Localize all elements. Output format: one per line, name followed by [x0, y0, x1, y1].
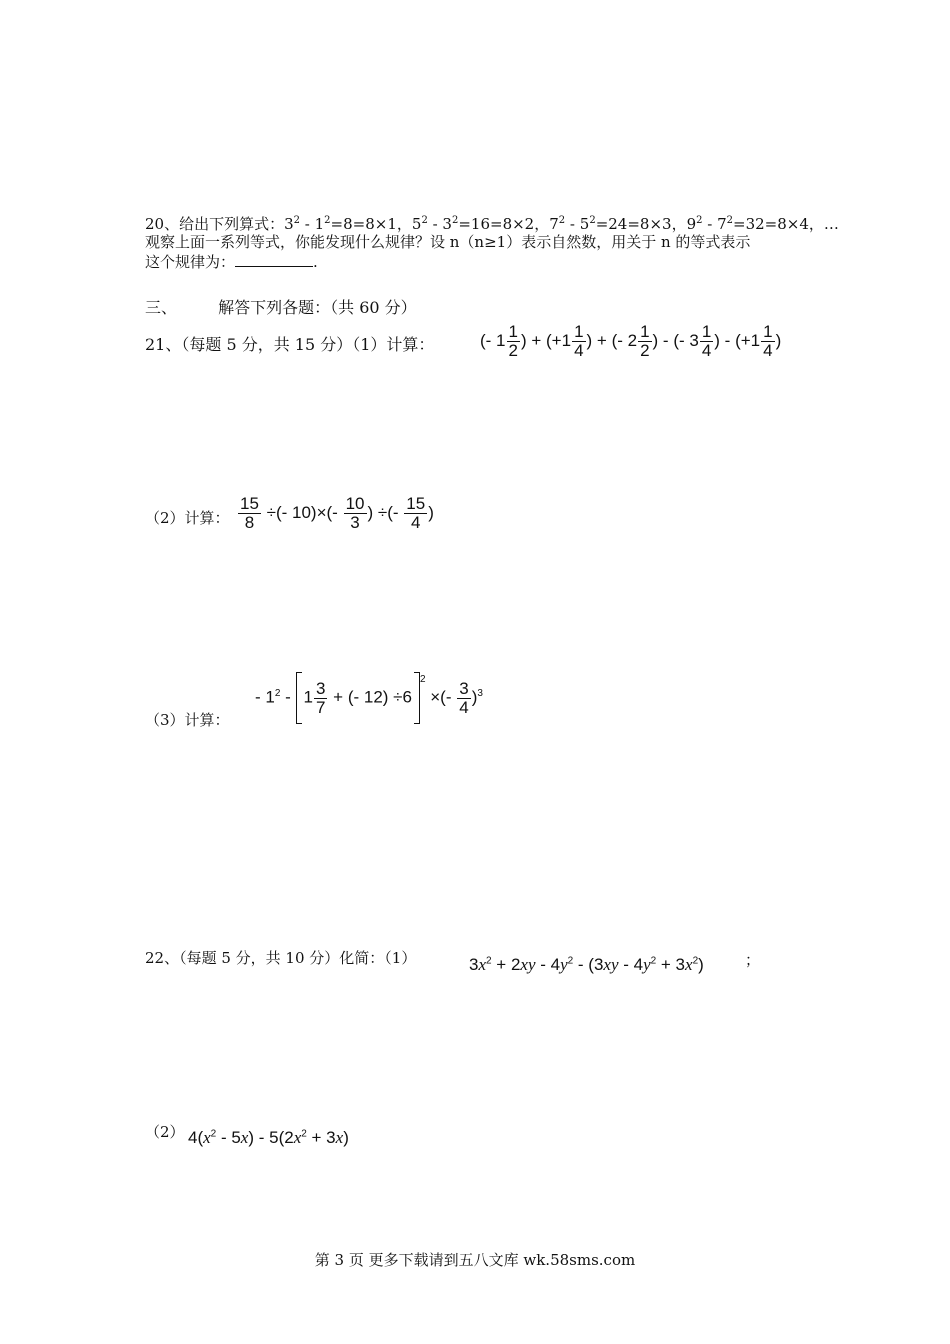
bracket-left [296, 672, 302, 724]
q22-2-label: （2） [145, 1123, 185, 1141]
q20-ellipsis: … [823, 215, 839, 233]
q22-1-expression: $3x^2 + 2xy - 4y^2 - (3xy - 4y^2 + 3x^2)$ [469, 955, 704, 974]
q20-period: . [313, 253, 318, 271]
q22-1-end: ； [745, 951, 761, 969]
q20-line3 [145, 252, 318, 272]
section-title: 解答下列各题：（共 60 分） [218, 298, 417, 317]
q21-header: 21、（每题 5 分，共 15 分）（1）计算： [145, 335, 435, 354]
frac: $\frac{1}{4}$ [701, 322, 712, 360]
q20-prefix: 20、给出下列算式： [145, 215, 285, 233]
frac: $\frac{10}{3}$ [345, 494, 365, 532]
answer-blank[interactable] [235, 252, 313, 267]
frac: $\frac{3}{7}$ [315, 678, 326, 717]
q20-line1 [145, 211, 839, 234]
frac: $\frac{15}{8}$ [240, 494, 259, 532]
section-heading [145, 298, 417, 318]
q22-2-expression: $4(x^2 - 5x) - 5(2x^2 + 3x)$ [188, 1128, 349, 1147]
q21-3-label: （3）计算： [145, 711, 230, 729]
q20-line3-text: 这个规律为： [145, 253, 236, 271]
section-number: 三、 [145, 298, 178, 317]
frac: $\frac{3}{4}$ [459, 678, 469, 717]
frac: $\frac{1}{2}$ [640, 322, 650, 360]
q20-line2: 观察上面一系列等式，你能发现什么规律？设 n（n≥1）表示自然数，用关于 n 的等式表示 [145, 233, 751, 251]
frac: $\frac{1}{4}$ [763, 322, 773, 360]
q21-1-expression: (- 1 $\frac{1}{2}$ ) + (+1 $\frac{1}{4}$ ) + (- 2 $\frac{1}{2}$ ) - (- 3 $\frac{1}{4}$ ) - (+1 $\frac{1}{4}$ ) [480, 322, 782, 360]
q20-equations: $3^2 - 1^2=8=8\times 1$，$5^2 - 3^2=16=8\times 2$，$7^2 - 5^2=24=8\times 3$，$9^2 - 7^2=32=8\times 4$， [284, 215, 824, 233]
frac: $\frac{1}{4}$ [574, 322, 584, 360]
page-footer: 第 3 页 更多下载请到五八文库 wk.58sms.com [314, 1251, 636, 1269]
q22-header: 22、（每题 5 分，共 10 分）化简：（1） [145, 949, 417, 967]
frac: $\frac{1}{2}$ [508, 322, 518, 360]
q21-3-expression: - $1^2 - 1$ $\frac{3}{7}$ + (- $12) \div 6^2$ ×(- $\frac{3}{4}$ )$^3$ [255, 672, 483, 724]
q21-2-label: （2）计算： [145, 509, 230, 527]
frac: $\frac{15}{4}$ [406, 494, 426, 532]
q21-2-expression: $\frac{15}{8}$ ÷(- 10)×(- $\frac{10}{3}$ ) ÷(- $\frac{15}{4}$ ) [240, 494, 434, 532]
